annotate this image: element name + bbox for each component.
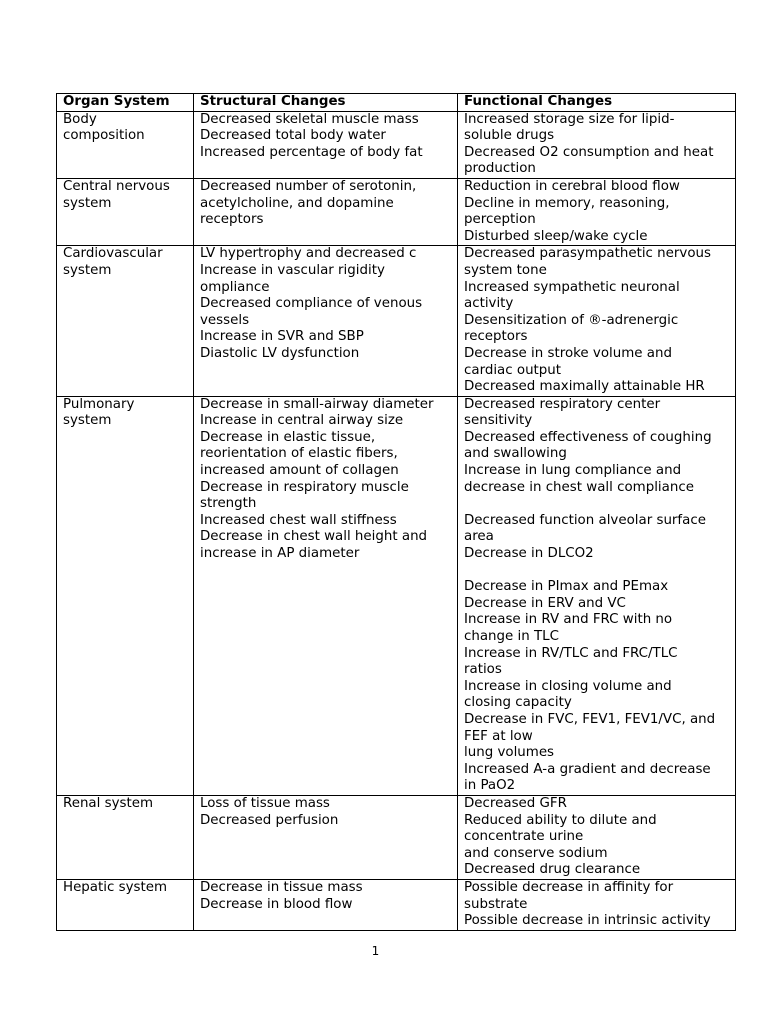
header-structural-changes: Structural Changes [194, 94, 458, 112]
functional-cell: Decreased GFR Reduced ability to dilute and concentrate urine and conserve sodium Decreased drug clearance [458, 795, 736, 879]
functional-cell: Decreased respiratory center sensitivity Decreased effectiveness of coughing and swallowing Increase in lung compliance and decrease in chest wall compliance Decreased function alveolar surface area Decrease in DLCO2 Decrease in PImax and PEmax Decrease in ERV and VC Increase in RV and FRC with no change in TLC Increase in RV/TLC and FRC/TLC ratios Increase in closing volume and closing capacity Decrease in FVC, FEV1, FEV1/VC, and FEF at low lung volumes Increased A-a gradient and decrease in PaO2 [458, 396, 736, 795]
functional-cell: Possible decrease in affinity for substrate Possible decrease in intrinsic activity [458, 879, 736, 930]
organ-cell: Central nervous system [57, 178, 194, 245]
organ-cell: Renal system [57, 795, 194, 879]
functional-cell: Increased storage size for lipid- soluble drugs Decreased O2 consumption and heat production [458, 111, 736, 178]
structural-cell: Loss of tissue mass Decreased perfusion [194, 795, 458, 879]
page-number: 1 [371, 944, 380, 958]
functional-cell: Decreased parasympathetic nervous system tone Increased sympathetic neuronal activity Desensitization of ®-adrenergic receptors Decrease in stroke volume and cardiac output Decreased maximally attainable HR [458, 246, 736, 396]
organ-cell: Pulmonary system [57, 396, 194, 795]
structural-cell: Decreased number of serotonin, acetylcholine, and dopamine receptors [194, 178, 458, 245]
organ-changes-table [56, 93, 736, 931]
structural-cell: LV hypertrophy and decreased c Increase in vascular rigidity ompliance Decreased compliance of venous vessels Increase in SVR and SBP Diastolic LV dysfunction [194, 246, 458, 396]
table-header-row [57, 94, 736, 112]
table-row [57, 178, 736, 245]
table-row [57, 111, 736, 178]
organ-cell: Cardiovascular system [57, 246, 194, 396]
table-row [57, 795, 736, 879]
header-functional-changes: Functional Changes [458, 94, 736, 112]
functional-cell: Reduction in cerebral blood flow Decline in memory, reasoning, perception Disturbed sleep/wake cycle [458, 178, 736, 245]
structural-cell: Decreased skeletal muscle mass Decreased total body water Increased percentage of body fat [194, 111, 458, 178]
organ-cell: Body composition [57, 111, 194, 178]
table-row [57, 246, 736, 396]
organ-cell: Hepatic system [57, 879, 194, 930]
table-row [57, 396, 736, 795]
structural-cell: Decrease in small-airway diameter Increase in central airway size Decrease in elastic tissue, reorientation of elastic fibers, increased amount of collagen Decrease in respiratory muscle strength Increased chest wall stiffness Decrease in chest wall height and increase in AP diameter [194, 396, 458, 795]
table-row [57, 879, 736, 930]
structural-cell: Decrease in tissue mass Decrease in blood flow [194, 879, 458, 930]
header-organ-system: Organ System [57, 94, 194, 112]
